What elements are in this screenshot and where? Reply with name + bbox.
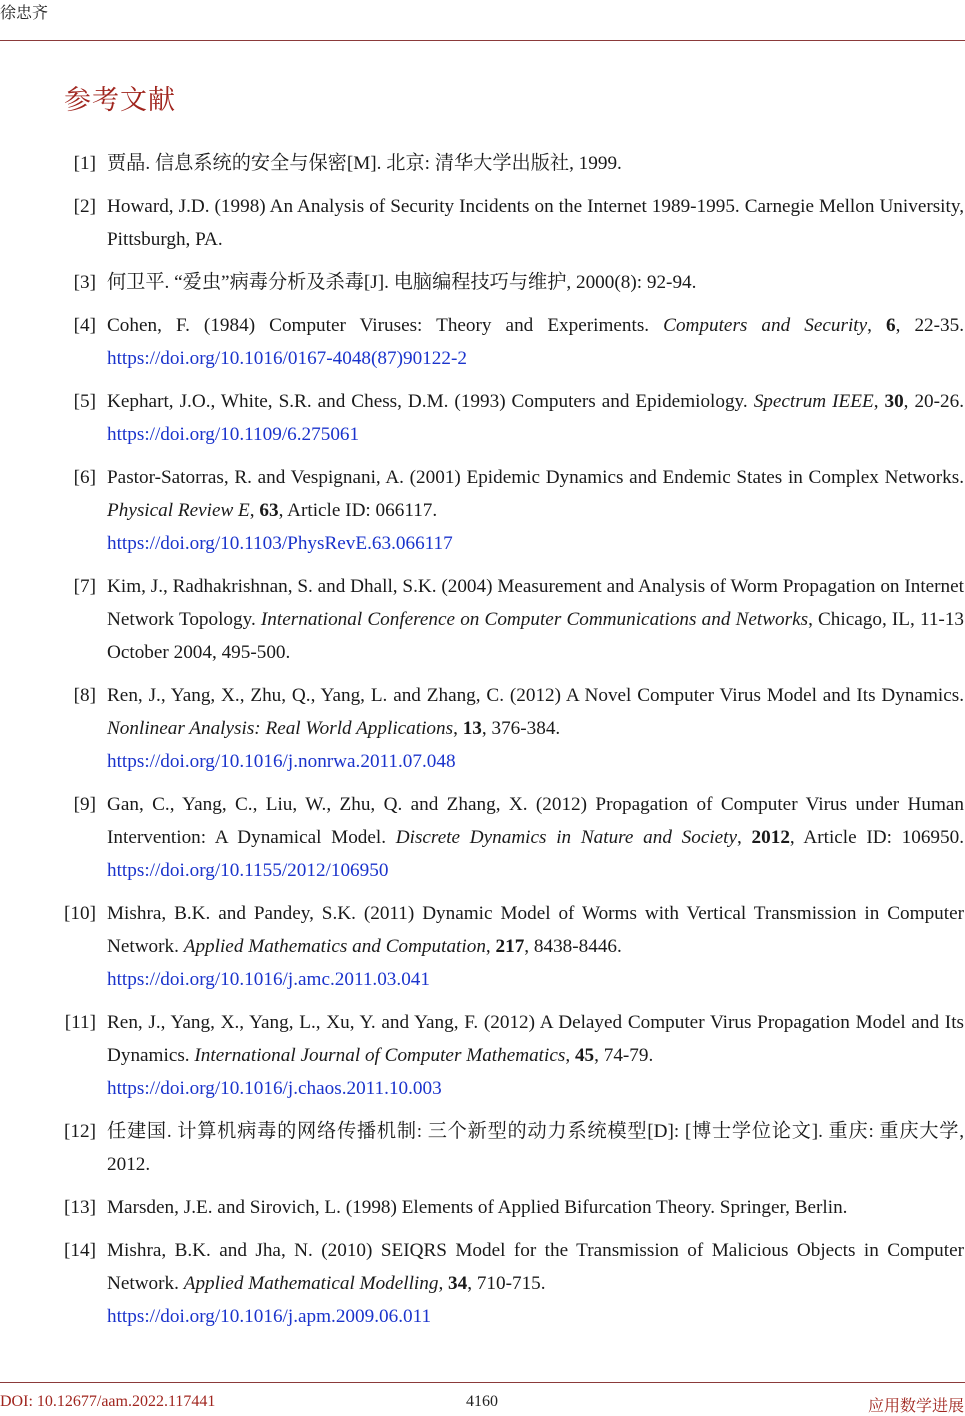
reference-journal: Applied Mathematics and Computation xyxy=(183,936,486,957)
reference-journal: International Journal of Computer Mathematics xyxy=(194,1045,566,1066)
reference-volume: 30 xyxy=(884,391,904,412)
reference-item: [4] Cohen, F. (1984) Computer Viruses: Theory and Experiments. Computers and Security, 6, 22-35. https://doi.org/10.1016/0167-4048(87)90122-2 xyxy=(0,309,965,375)
header-author: 徐忠齐 xyxy=(0,5,49,22)
reference-text: Kim, J., Radhakrishnan, S. and Dhall, S.K. (2004) Measurement and Analysis of Worm Propagation on Internet Network Topology. xyxy=(107,576,964,630)
reference-number: [11] xyxy=(64,1012,96,1033)
reference-item: [9] Gan, C., Yang, C., Liu, W., Zhu, Q. and Zhang, X. (2012) Propagation of Computer Virus under Human Intervention: A Dynamical Model. Discrete Dynamics in Nature and Society, 2012, Article ID: 106950. https://doi.org/10.1155/2012/106950 xyxy=(0,788,965,887)
section-title: 参考文献 xyxy=(64,85,176,115)
reference-text: 任建国. 计算机病毒的网络传播机制: 三个新型的动力系统模型[D]: [博士学位论文]. 重庆: 重庆大学, 2012. xyxy=(107,1121,964,1175)
reference-doi-link[interactable]: https://doi.org/10.1109/6.275061 xyxy=(107,424,360,445)
reference-number: [5] xyxy=(73,391,96,412)
reference-text: Ren, J., Yang, X., Yang, L., Xu, Y. and Yang, F. (2012) A Delayed Computer Virus Propagation Model and Its Dynamics. xyxy=(107,1012,964,1066)
reference-doi-link[interactable]: https://doi.org/10.1155/2012/106950 xyxy=(107,860,389,881)
reference-number: [4] xyxy=(73,315,96,336)
reference-volume: 63 xyxy=(259,500,279,521)
reference-text: Gan, C., Yang, C., Liu, W., Zhu, Q. and Zhang, X. (2012) Propagation of Computer Virus under Human Intervention: A Dynamical Model. xyxy=(107,794,964,848)
reference-doi-link[interactable]: https://doi.org/10.1016/j.chaos.2011.10.003 xyxy=(107,1078,442,1099)
reference-doi-link[interactable]: https://doi.org/10.1016/0167-4048(87)90122-2 xyxy=(107,348,467,369)
reference-item: [7] Kim, J., Radhakrishnan, S. and Dhall, S.K. (2004) Measurement and Analysis of Worm Propagation on Internet Network Topology. International Conference on Computer Communications and Networks, Chicago, IL, 11-13 October 2004, 495-500. xyxy=(0,570,965,669)
reference-doi-link[interactable]: https://doi.org/10.1016/j.apm.2009.06.011 xyxy=(107,1306,432,1327)
reference-item xyxy=(0,266,965,299)
reference-text: Howard, J.D. (1998) An Analysis of Security Incidents on the Internet 1989-1995. Carnegie Mellon University, Pittsburgh, PA. xyxy=(107,196,964,250)
reference-number: [3] xyxy=(73,272,96,293)
reference-text: 何卫平. “爱虫”病毒分析及杀毒[J]. 电脑编程技巧与维护, 2000(8): 92-94. xyxy=(107,272,697,293)
reference-number: [1] xyxy=(73,153,96,174)
reference-text: Ren, J., Yang, X., Zhu, Q., Yang, L. and Zhang, C. (2012) A Novel Computer Virus Model and Its Dynamics. xyxy=(107,685,964,706)
reference-text: Kephart, J.O., White, S.R. and Chess, D.M. (1993) Computers and Epidemiology. xyxy=(107,391,754,412)
reference-text: Pastor-Satorras, R. and Vespignani, A. (2001) Epidemic Dynamics and Endemic States in Complex Networks. xyxy=(107,467,964,488)
reference-volume: 45 xyxy=(574,1045,595,1066)
reference-doi-link[interactable]: https://doi.org/10.1103/PhysRevE.63.066117 xyxy=(107,533,453,554)
reference-volume: 2012 xyxy=(751,827,790,848)
reference-volume: 6 xyxy=(886,315,896,336)
reference-item xyxy=(0,1191,965,1224)
reference-number: [7] xyxy=(73,576,96,597)
reference-item: [11] Ren, J., Yang, X., Yang, L., Xu, Y. and Yang, F. (2012) A Delayed Computer Virus Propagation Model and Its Dynamics. International Journal of Computer Mathematics, 45, 74-79. https://doi.org/10.1016/j.chaos.2011.10.003 xyxy=(0,1006,965,1105)
reference-item xyxy=(0,1115,965,1181)
footer-divider xyxy=(0,1382,965,1383)
footer-doi: DOI: 10.12677/aam.2022.117441 xyxy=(0,1393,216,1410)
reference-number: [2] xyxy=(73,196,96,217)
reference-item: [5] Kephart, J.O., White, S.R. and Chess, D.M. (1993) Computers and Epidemiology. Spectrum IEEE, 30, 20-26. https://doi.org/10.1109/6.275061 xyxy=(0,385,965,451)
footer-journal-name: 应用数学进展 xyxy=(867,1398,964,1415)
reference-item xyxy=(0,190,965,256)
reference-journal: Discrete Dynamics in Nature and Society xyxy=(395,827,738,848)
page-number: 4160 xyxy=(466,1393,498,1410)
reference-volume: 217 xyxy=(495,936,525,957)
reference-volume: 34 xyxy=(448,1273,468,1294)
reference-doi-link[interactable]: https://doi.org/10.1016/j.amc.2011.03.041 xyxy=(107,969,430,990)
reference-item xyxy=(0,147,965,180)
reference-journal: International Conference on Computer Communications and Networks xyxy=(260,609,809,630)
reference-volume: 13 xyxy=(462,718,482,739)
reference-number: [6] xyxy=(73,467,96,488)
reference-number: [9] xyxy=(73,794,96,815)
reference-text: Mishra, B.K. and Pandey, S.K. (2011) Dynamic Model of Worms with Vertical Transmission in Computer Network. xyxy=(107,903,964,957)
reference-doi-link[interactable]: https://doi.org/10.1016/j.nonrwa.2011.07.048 xyxy=(107,751,456,772)
reference-item: [6] Pastor-Satorras, R. and Vespignani, A. (2001) Epidemic Dynamics and Endemic States in Complex Networks. Physical Review E, 63, Article ID: 066117. https://doi.org/10.1103/PhysRevE.63.066117 xyxy=(0,461,965,560)
reference-text: 贾晶. 信息系统的安全与保密[M]. 北京: 清华大学出版社, 1999. xyxy=(107,153,622,174)
reference-number: [8] xyxy=(73,685,96,706)
reference-journal: Computers and Security xyxy=(663,315,868,336)
reference-journal: Spectrum IEEE xyxy=(753,391,874,412)
reference-text: Cohen, F. (1984) Computer Viruses: Theory and Experiments. xyxy=(107,315,664,336)
reference-text: Marsden, J.E. and Sirovich, L. (1998) Elements of Applied Bifurcation Theory. Springer, Berlin. xyxy=(107,1197,848,1218)
reference-list xyxy=(0,147,965,1343)
reference-number: [10] xyxy=(64,903,96,924)
reference-item: [10] Mishra, B.K. and Pandey, S.K. (2011) Dynamic Model of Worms with Vertical Transmission in Computer Network. Applied Mathematics and Computation, 217, 8438-8446. https://doi.org/10.1016/j.amc.2011.03.041 xyxy=(0,897,965,996)
reference-item: [8] Ren, J., Yang, X., Zhu, Q., Yang, L. and Zhang, C. (2012) A Novel Computer Virus Model and Its Dynamics. Nonlinear Analysis: Real World Applications, 13, 376-384. https://doi.org/10.1016/j.nonrwa.2011.07.048 xyxy=(0,679,965,778)
reference-number: [14] xyxy=(64,1240,96,1261)
reference-number: [13] xyxy=(64,1197,96,1218)
reference-text: Mishra, B.K. and Jha, N. (2010) SEIQRS Model for the Transmission of Malicious Objects in Computer Network. xyxy=(107,1240,964,1294)
reference-journal: Nonlinear Analysis: Real World Applications xyxy=(107,718,454,739)
reference-number: [12] xyxy=(64,1121,96,1142)
reference-journal: Applied Mathematical Modelling xyxy=(183,1273,439,1294)
reference-journal: Physical Review E xyxy=(107,500,250,521)
reference-item: [14] Mishra, B.K. and Jha, N. (2010) SEIQRS Model for the Transmission of Malicious Objects in Computer Network. Applied Mathematical Modelling, 34, 710-715. https://doi.org/10.1016/j.apm.2009.06.011 xyxy=(0,1234,965,1333)
header-divider xyxy=(0,40,965,41)
